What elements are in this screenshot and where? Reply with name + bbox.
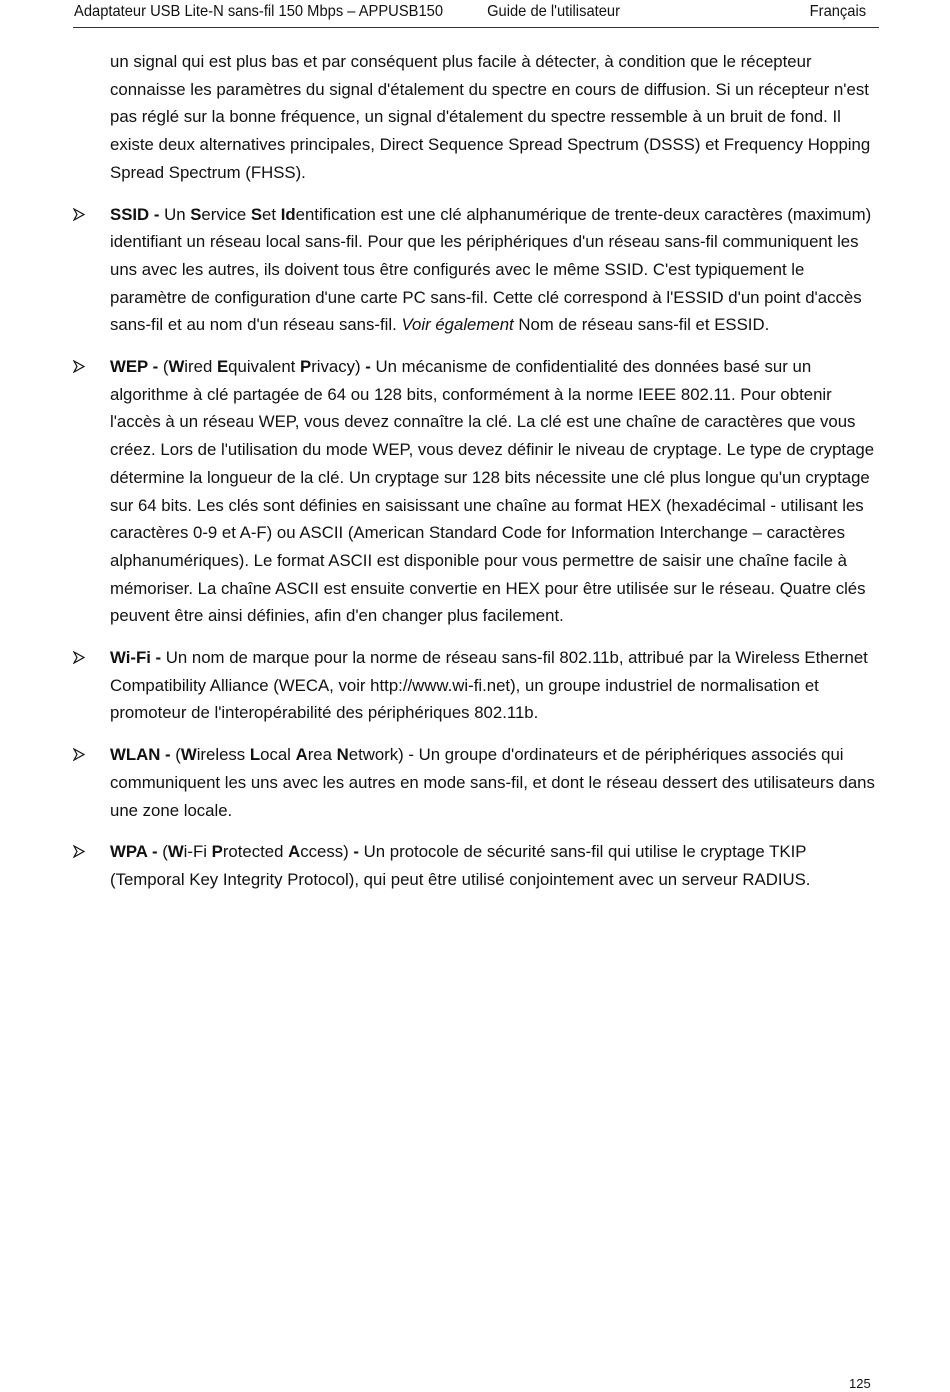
intro-paragraph: un signal qui est plus bas et par conséquent plus facile à détecter, à condition que le récepteur connaisse les paramètres du signal d'étalement du spectre en cours de diffusion. Si un récepteur n'est pas réglé sur la bonne fréquence, un signal d'étalement du spectre ressemble à un bruit de fond. Il existe deux alternatives principales, Direct Sequence Spread Spectrum (DSSS) et Frequency Hopping Spread Spectrum (FHSS).	[110, 52, 871, 182]
definition-text: quivalent	[228, 357, 300, 377]
emphasis-letter: E	[216, 357, 229, 377]
glossary-item-wifi	[110, 644, 876, 727]
arrow-bullet-icon	[73, 838, 87, 866]
arrow-bullet-icon	[73, 644, 87, 672]
arrow-bullet-icon	[73, 353, 87, 381]
definition-text: ccess)	[300, 842, 354, 862]
glossary-definition	[110, 648, 868, 722]
glossary-content	[110, 48, 876, 908]
header-guide-label: Guide de l'utilisateur	[487, 3, 620, 20]
emphasis-letter: W	[167, 842, 184, 862]
definition-text: ireless	[196, 745, 250, 765]
italic-reference: Voir également	[401, 315, 514, 335]
arrow-bullet-icon	[73, 741, 87, 769]
definition-text: rea	[307, 745, 337, 765]
emphasis-letter: N	[336, 745, 349, 765]
definition-text: ervice	[201, 204, 251, 224]
definition-text: Un protocole de sécurité sans-fil qui utilise le cryptage TKIP (Temporal Key Integrity Protocol), qui peut être utilisé conjointement avec un serveur RADIUS.	[110, 842, 811, 889]
definition-text: rotected	[222, 842, 289, 862]
definition-text: Nom de réseau sans-fil et ESSID.	[513, 315, 770, 335]
emphasis-letter: W	[180, 745, 197, 765]
arrow-bullet-icon	[73, 201, 87, 229]
definition-text: (	[158, 357, 169, 377]
glossary-item-ssid	[110, 201, 876, 340]
definition-text: etwork) - Un groupe d'ordinateurs et de périphériques associés qui communiquent les uns avec les autres en mode sans-fil, et dont le réseau dessert des utilisateurs dans une zone locale.	[110, 745, 875, 820]
emphasis-letter: S	[190, 204, 202, 224]
emphasis-letter: A	[295, 745, 308, 765]
definition-text: Un mécanisme de confidentialité des données basé sur un algorithme à clé partagée de 64 ou 128 bits, conformément à la norme IEEE 802.11. Pour obtenir l'accès à un réseau WEP, vous devez connaître la clé. La clé est une chaîne de caractères que vous créez. Lors de l'utilisation du mode WEP, vous devez définir le niveau de cryptage. Le type de cryptage détermine la longueur de la clé. Un cryptage sur 128 bits nécessite une clé plus longue qu'un cryptage sur 64 bits. Les clés sont définies en saisissant une chaîne au format HEX (hexadécimal - utilisant les caractères 0-9 et A-F) ou ASCII (American Standard Code for Information Interchange – caractères alphanumériques). Le format ASCII est disponible pour vous permettre de saisir une chaîne facile à mémoriser. La chaîne ASCII est ensuite convertie en HEX pour être utilisée sur le réseau. Quatre clés peuvent être ainsi définies, afin d'en changer plus facilement.	[110, 357, 875, 626]
glossary-term: WEP -	[110, 357, 159, 377]
glossary-term: WLAN -	[110, 745, 171, 765]
page-number: 125	[849, 1376, 871, 1391]
emphasis-letter: Id	[280, 204, 296, 224]
glossary-term: SSID -	[110, 204, 160, 224]
emphasis-letter: P	[211, 842, 223, 862]
header-language: Français	[809, 3, 867, 20]
glossary-item-wep	[110, 353, 876, 630]
definition-text: ocal	[260, 745, 296, 765]
emphasis-letter: W	[168, 357, 185, 377]
glossary-definition	[110, 842, 810, 889]
glossary-term: Wi-Fi -	[110, 648, 162, 668]
glossary-definition	[110, 357, 874, 625]
emphasis-letter: -	[365, 357, 371, 377]
definition-text: (	[170, 745, 181, 765]
definition-text: (	[157, 842, 168, 862]
header-document-title: Adaptateur USB Lite-N sans-fil 150 Mbps – APPUSB150	[74, 3, 444, 20]
definition-text: ired	[184, 357, 217, 377]
definition-text: Un nom de marque pour la norme de réseau sans-fil 802.11b, attribué par la Wireless Ethernet Compatibility Alliance (WECA, voir http://www.wi-fi.net), un groupe industriel de normalisation et promoteur de l'interopérabilité des périphériques 802.11b.	[110, 648, 868, 723]
definition-text: i-Fi	[183, 842, 212, 862]
definition-text: et	[262, 204, 281, 224]
emphasis-letter: L	[249, 745, 261, 765]
definition-text: Un	[159, 204, 191, 224]
glossary-definition	[110, 745, 875, 819]
header-divider	[73, 27, 879, 28]
glossary-definition	[110, 205, 871, 335]
definition-text: entification est une clé alphanumérique de trente-deux caractères (maximum) identifiant un réseau local sans-fil. Pour que les périphériques d'un réseau sans-fil communiquent les uns avec les autres, ils doivent tous être configurés avec le même SSID. C'est typiquement le paramètre de configuration d'une carte PC sans-fil. Cette clé correspond à l'ESSID d'un point d'accès sans-fil et au nom d'un réseau sans-fil.	[110, 204, 872, 335]
emphasis-letter: -	[353, 842, 360, 862]
glossary-term: WPA -	[110, 842, 158, 862]
definition-text: rivacy)	[311, 357, 366, 377]
glossary-item-wpa	[110, 838, 876, 893]
emphasis-letter: A	[288, 842, 301, 862]
emphasis-letter: S	[250, 204, 263, 224]
emphasis-letter: P	[300, 357, 312, 377]
glossary-item-wlan	[110, 741, 876, 824]
page-header	[74, 2, 866, 26]
